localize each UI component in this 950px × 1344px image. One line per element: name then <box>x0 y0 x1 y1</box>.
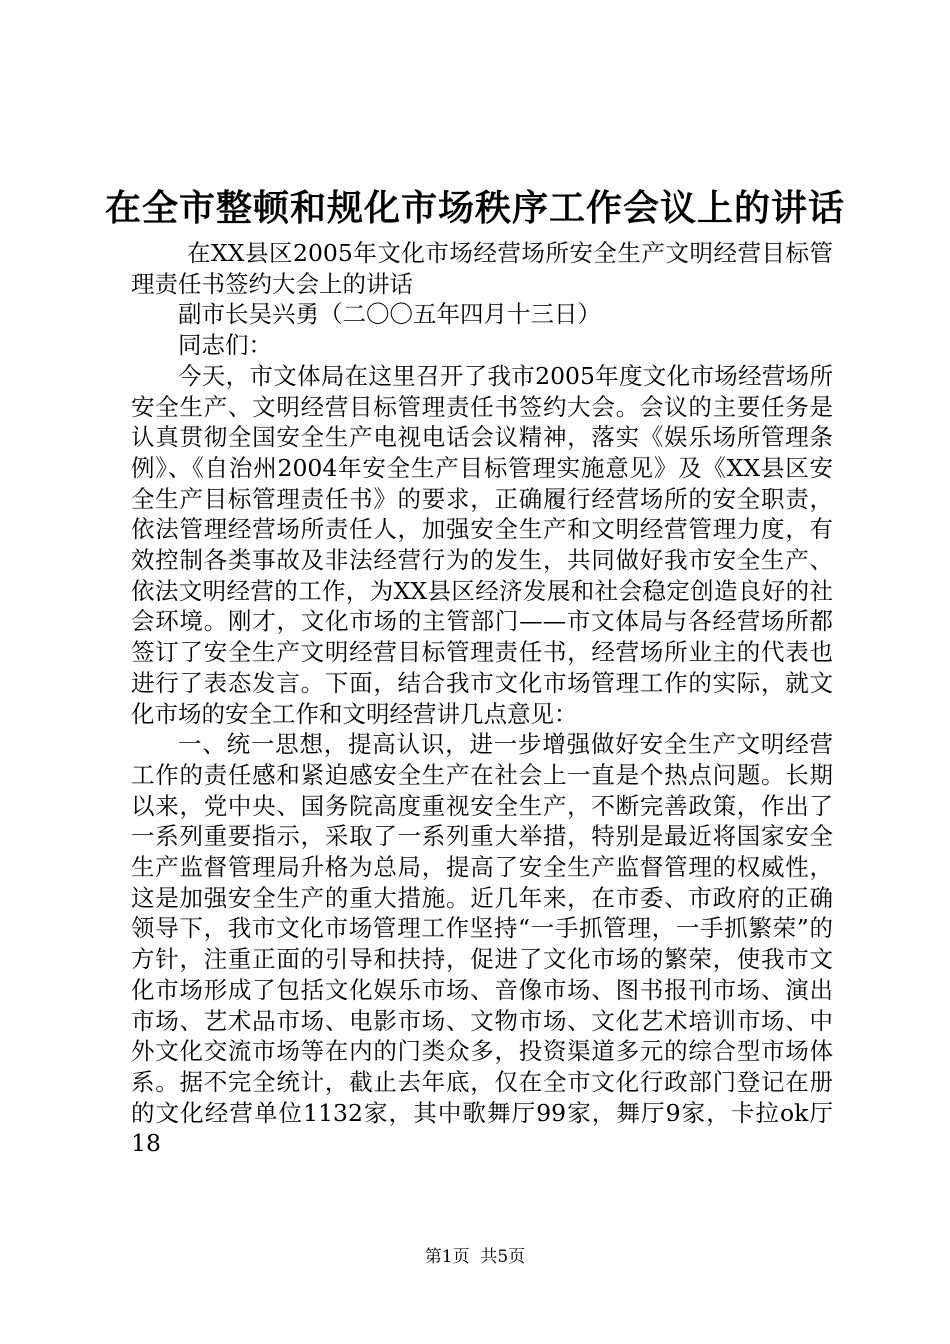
page-total: 共5页 <box>480 1247 526 1267</box>
document-title: 在全市整顿和规化市场秩序工作会议上的讲话 <box>104 187 845 229</box>
body-paragraph: 一、统一思想，提高认识，进一步增强做好安全生产文明经营工作的责任感和紧迫感安全生产在社会上一直是个热点问题。长期以来，党中央、国务院高度重视安全生产，不断完善政策，作出了一系列重要指示，采取了一系列重大举措，特别是最近将国家安全生产监督管理局升格为总局，提高了安全生产监督管理的权威性，这是加强安全生产的重大措施。近几年来，在市委、市政府的正确领导下，我市文化市场管理工作坚持“一手抓管理，一手抓繁荣”的方针，注重正面的引导和扶持，促进了文化市场的繁荣，使我市文化市场形成了包括文化娱乐市场、音像市场、图书报刊市场、演出市场、艺术品市场、电影市场、文物市场、文化艺术培训市场、中外文化交流市场等在内的门类众多，投资渠道多元的综合型市场体系。据不完全统计，截止去年底，仅在全市文化行政部门登记在册的文化经营单位1132家，其中歌舞厅99家，舞厅9家，卡拉ok厅18 <box>131 730 833 1158</box>
salutation: 同志们： <box>178 331 272 360</box>
speech-occasion: 在XX县区2005年文化市场经营场所安全生产文明经营目标管理责任书签约大会上的讲话 <box>131 239 833 298</box>
speaker-line: 副市长吴兴勇（二〇〇五年四月十三日） <box>178 300 601 329</box>
body-paragraph: 今天，市文体局在这里召开了我市2005年度文化市场经营场所安全生产、文明经营目标管理责任书签约大会。会议的主要任务是认真贯彻全国安全生产电视电话会议精神，落实《娱乐场所管理条例》、《自治州2004年安全生产目标管理实施意见》及《XX县区安全生产目标管理责任书》的要求，正确履行经营场所的安全职责，依法管理经营场所责任人，加强安全生产和文明经营管理力度，有效控制各类事故及非法经营行为的发生，共同做好我市安全生产、依法文明经营的工作，为XX县区经济发展和社会稳定创造良好的社会环境。刚才，文化市场的主管部门——市文体局与各经营场所都签订了安全生产文明经营目标管理责任书，经营场所业主的代表也进行了表态发言。下面，结合我市文化市场管理工作的实际，就文化市场的安全工作和文明经营讲几点意见： <box>131 361 833 728</box>
page-number: 第1页 <box>424 1247 470 1267</box>
page-footer <box>0 1245 950 1269</box>
document-body <box>131 238 833 1159</box>
